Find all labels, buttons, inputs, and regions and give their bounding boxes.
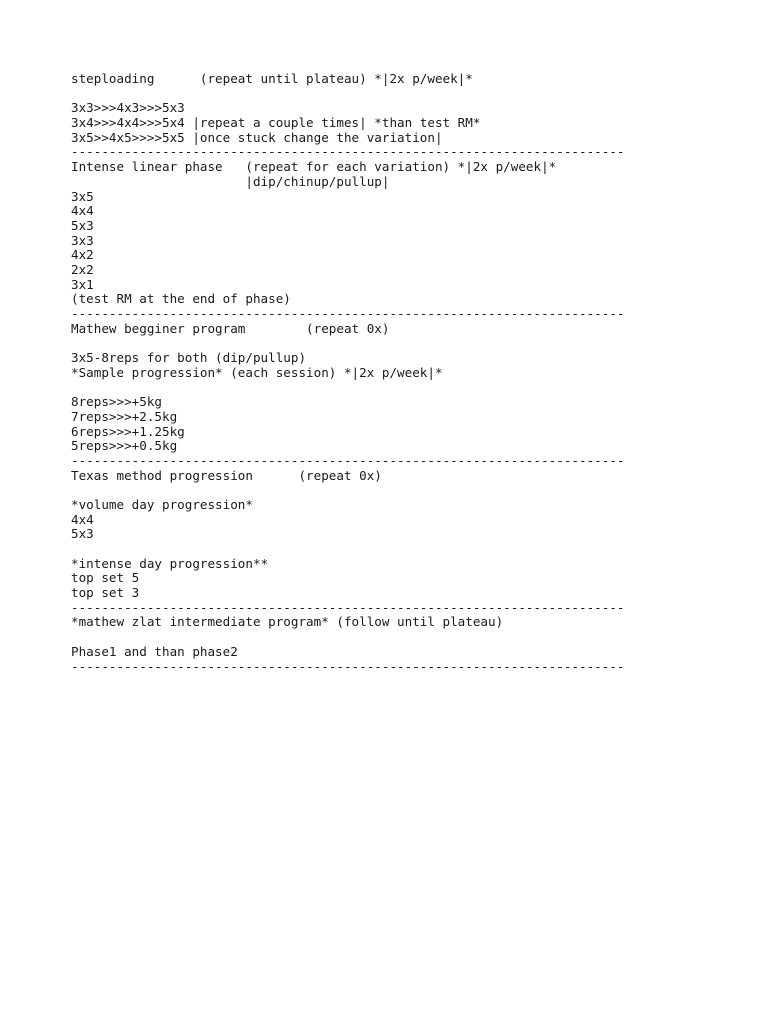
section-divider: ------------------------------------------------------------------------- <box>71 599 625 615</box>
blank-line <box>71 483 751 498</box>
text-line: 3x5 <box>71 188 94 204</box>
text-line: top set 5 <box>71 570 140 586</box>
section-divider: ------------------------------------------------------------------------- <box>71 658 625 674</box>
text-line: 5x3 <box>71 526 94 542</box>
section-heading-intense-linear-phase: Intense linear phase (repeat for each variation) *|2x p/week|* <box>71 159 557 175</box>
text-line: Phase1 and than phase2 <box>71 643 238 659</box>
text-line: 3x3 <box>71 232 94 248</box>
text-line: *volume day progression* <box>71 496 253 512</box>
section-heading-intermediate-program: *mathew zlat intermediate program* (follow until plateau) <box>71 614 504 630</box>
blank-line <box>71 87 751 102</box>
blank-line <box>71 380 751 395</box>
text-line: 3x5-8reps for both (dip/pullup) <box>71 350 307 366</box>
text-line: *intense day progression** <box>71 555 269 571</box>
text-line: 3x5>>4x5>>>>5x5 |once stuck change the variation| <box>71 129 443 145</box>
blank-line <box>71 542 751 557</box>
text-line: 5x3 <box>71 217 94 233</box>
section-divider: ------------------------------------------------------------------------- <box>71 144 625 160</box>
section-heading-begginer-program: Mathew begginer program (repeat 0x) <box>71 320 390 336</box>
text-line: top set 3 <box>71 585 140 601</box>
text-line: 3x1 <box>71 276 94 292</box>
section-divider: ------------------------------------------------------------------------- <box>71 452 625 468</box>
text-line: 2x2 <box>71 261 94 277</box>
text-line: 4x4 <box>71 511 94 527</box>
text-line: 4x2 <box>71 247 94 263</box>
text-line: 6reps>>>+1.25kg <box>71 423 185 439</box>
text-line: 7reps>>>+2.5kg <box>71 408 178 424</box>
section-heading-steploading: steploading (repeat until plateau) *|2x p/week|* <box>71 71 473 86</box>
text-line: 8reps>>>+5kg <box>71 394 162 410</box>
text-line: 3x3>>>4x3>>>5x3 <box>71 100 185 116</box>
text-line: 4x4 <box>71 203 94 219</box>
blank-line <box>71 630 751 645</box>
text-line: 5reps>>>+0.5kg <box>71 438 178 454</box>
document-page <box>71 72 751 674</box>
text-line: 3x4>>>4x4>>>5x4 |repeat a couple times| *than test RM* <box>71 115 481 131</box>
text-line: (test RM at the end of phase) <box>71 291 291 307</box>
text-line: |dip/chinup/pullup| <box>71 173 390 189</box>
section-heading-texas-method: Texas method progression (repeat 0x) <box>71 467 382 483</box>
section-divider: ------------------------------------------------------------------------- <box>71 306 625 321</box>
blank-line <box>71 336 751 351</box>
text-line: *Sample progression* (each session) *|2x p/week|* <box>71 364 443 380</box>
